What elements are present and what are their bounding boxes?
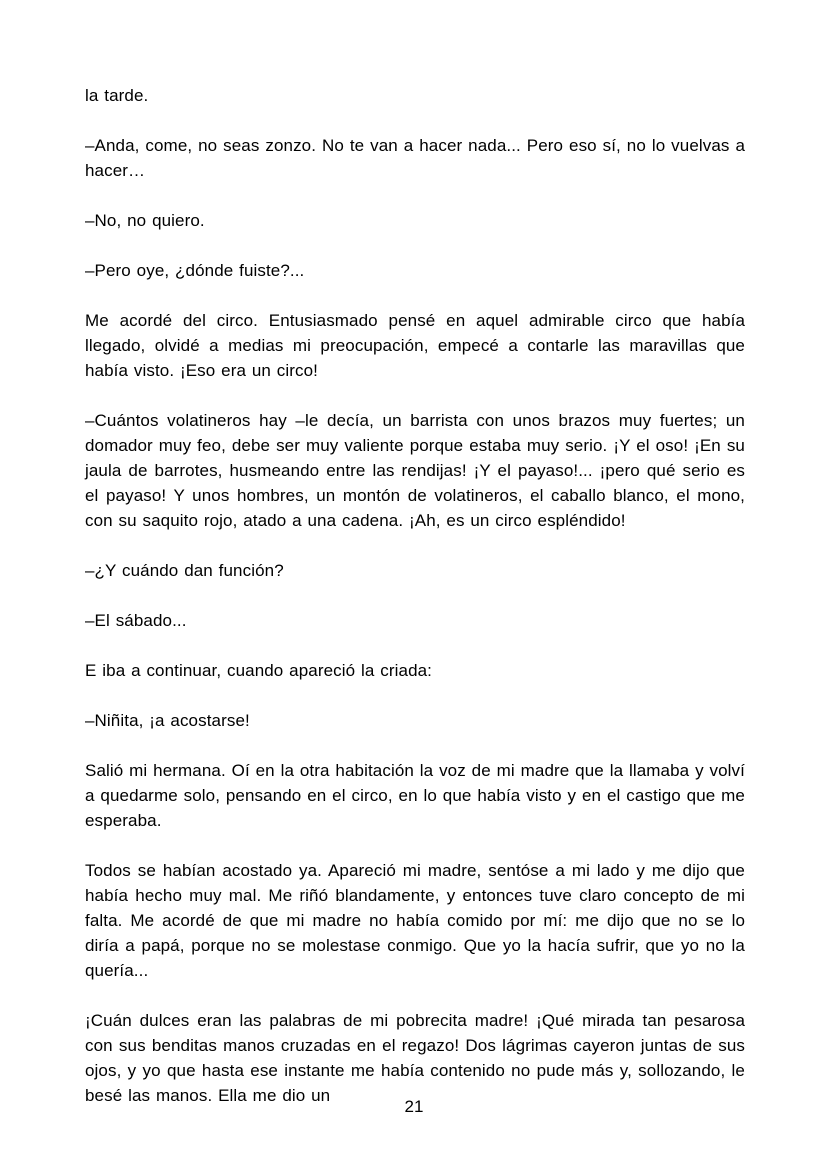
paragraph: –No, no quiero. [85, 211, 205, 230]
paragraph: –Anda, come, no seas zonzo. No te van a hacer nada... Pero eso sí, no lo vuelvas a hacer… [85, 136, 745, 180]
paragraph: –Niñita, ¡a acostarse! [85, 711, 250, 730]
paragraph: Salió mi hermana. Oí en la otra habitación la voz de mi madre que la llamaba y volví a quedarme solo, pensando en el circo, en lo que había visto y en el castigo que me esperaba. [85, 761, 745, 830]
paragraph: –¿Y cuándo dan función? [85, 561, 284, 580]
text-content [85, 83, 745, 1133]
paragraph: E iba a continuar, cuando apareció la criada: [85, 661, 433, 680]
paragraph: –Pero oye, ¿dónde fuiste?... [85, 261, 305, 280]
paragraph: Me acordé del circo. Entusiasmado pensé en aquel admirable circo que había llegado, olvidé a medias mi preocupación, empecé a contarle las maravillas que había visto. ¡Eso era un circo! [85, 311, 745, 380]
paragraph: ¡Cuán dulces eran las palabras de mi pobrecita madre! ¡Qué mirada tan pesarosa con sus benditas manos cruzadas en el regazo! Dos lágrimas cayeron juntas de sus ojos, y yo que hasta ese instante me había contenido no pude más y, sollozando, le besé las manos. Ella me dio un [85, 1011, 745, 1105]
paragraph: Todos se habían acostado ya. Apareció mi madre, sentóse a mi lado y me dijo que había hecho muy mal. Me riñó blandamente, y entonces tuve claro concepto de mi falta. Me acordé de que mi madre no había comido por mí: me dijo que no se lo diría a papá, porque no se molestase conmigo. Que yo la hacía sufrir, que yo no la quería... [85, 861, 745, 980]
paragraph: –El sábado... [85, 611, 187, 630]
page-number: 21 [404, 1097, 424, 1116]
paragraph: la tarde. [85, 86, 149, 105]
paragraph: –Cuántos volatineros hay –le decía, un barrista con unos brazos muy fuertes; un domador muy feo, debe ser muy valiente porque estaba muy serio. ¡Y el oso! ¡En su jaula de barrotes, husmeando entre las rendijas! ¡Y el payaso!... ¡pero qué serio es el payaso! Y unos hombres, un montón de volatineros, el caballo blanco, el mono, con su saquito rojo, atado a una cadena. ¡Ah, es un circo espléndido! [85, 411, 745, 530]
